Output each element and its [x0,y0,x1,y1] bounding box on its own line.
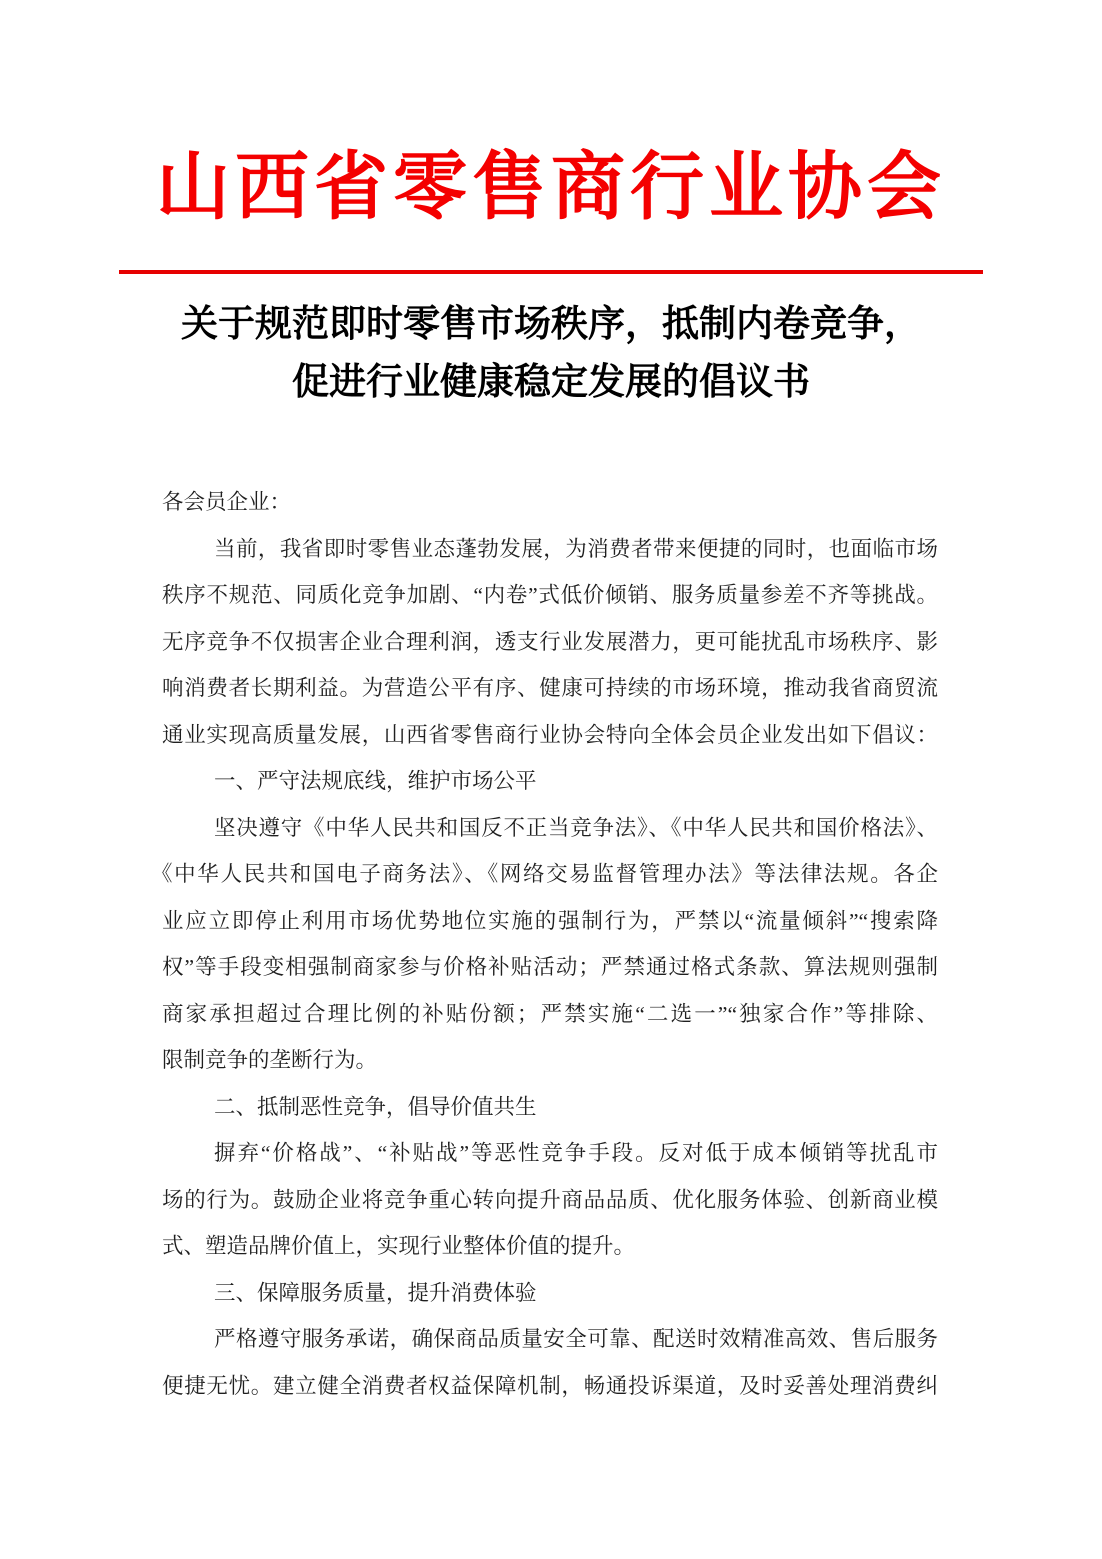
document-title [0,296,1102,412]
body-line: 无序竞争不仅损害企业合理利润，透支行业发展潜力，更可能扰乱市场秩序、影 [162,629,938,654]
org-header-title: 山西省零售商行业协会 [156,147,946,229]
body-line: 响消费者长期利益。为营造公平有序、健康可持续的市场环境，推动我省商贸流 [162,676,938,700]
body-line: 各会员企业： [162,490,292,514]
body-line: 业应立即停止利用市场优势地位实施的强制行为，严禁以“流量倾斜”“搜索降 [162,908,938,933]
body-line: 通业实现高质量发展，山西省零售商行业协会特向全体会员企业发出如下倡议： [162,722,938,747]
document-title-line-1: 关于规范即时零售市场秩序，抵制内卷竞争， [181,304,921,345]
body-line: 当前，我省即时零售业态蓬勃发展，为消费者带来便捷的同时，也面临市场 [214,536,938,561]
document-body [151,479,938,1409]
header-divider-rule [119,270,983,274]
body-line: 式、塑造品牌价值上，实现行业整体价值的提升。 [162,1234,636,1258]
body-line: 限制竞争的垄断行为。 [162,1048,378,1072]
document-title-line-2: 促进行业健康稳定发展的倡议书 [292,362,810,403]
body-line: 三、保障服务质量，提升消费体验 [214,1280,537,1305]
body-line: 一、严守法规底线，维护市场公平 [214,769,537,793]
body-line: 二、抵制恶性竞争，倡导价值共生 [214,1094,537,1119]
body-line: 场的行为。鼓励企业将竞争重心转向提升商品品质、优化服务体验、创新商业模 [162,1187,938,1212]
body-line: 摒弃“价格战”、“补贴战”等恶性竞争手段。反对低于成本倾销等扰乱市 [214,1141,938,1165]
body-line: 权”等手段变相强制商家参与价格补贴活动；严禁通过格式条款、算法规则强制 [162,955,938,979]
body-line: 便捷无忧。建立健全消费者权益保障机制，畅通投诉渠道，及时妥善处理消费纠 [162,1373,938,1398]
body-line: 坚决遵守《中华人民共和国反不正当竞争法》、《中华人民共和国价格法》、 [214,815,938,840]
body-line: 严格遵守服务承诺，确保商品质量安全可靠、配送时效精准高效、售后服务 [214,1327,938,1351]
body-line: 商家承担超过合理比例的补贴份额；严禁实施“二选一”“独家合作”等排除、 [162,1001,938,1026]
body-line: 秩序不规范、同质化竞争加剧、“内卷”式低价倾销、服务质量参差不齐等挑战。 [162,583,938,607]
body-line: 《中华人民共和国电子商务法》、《网络交易监督管理办法》等法律法规。各企 [151,862,938,886]
